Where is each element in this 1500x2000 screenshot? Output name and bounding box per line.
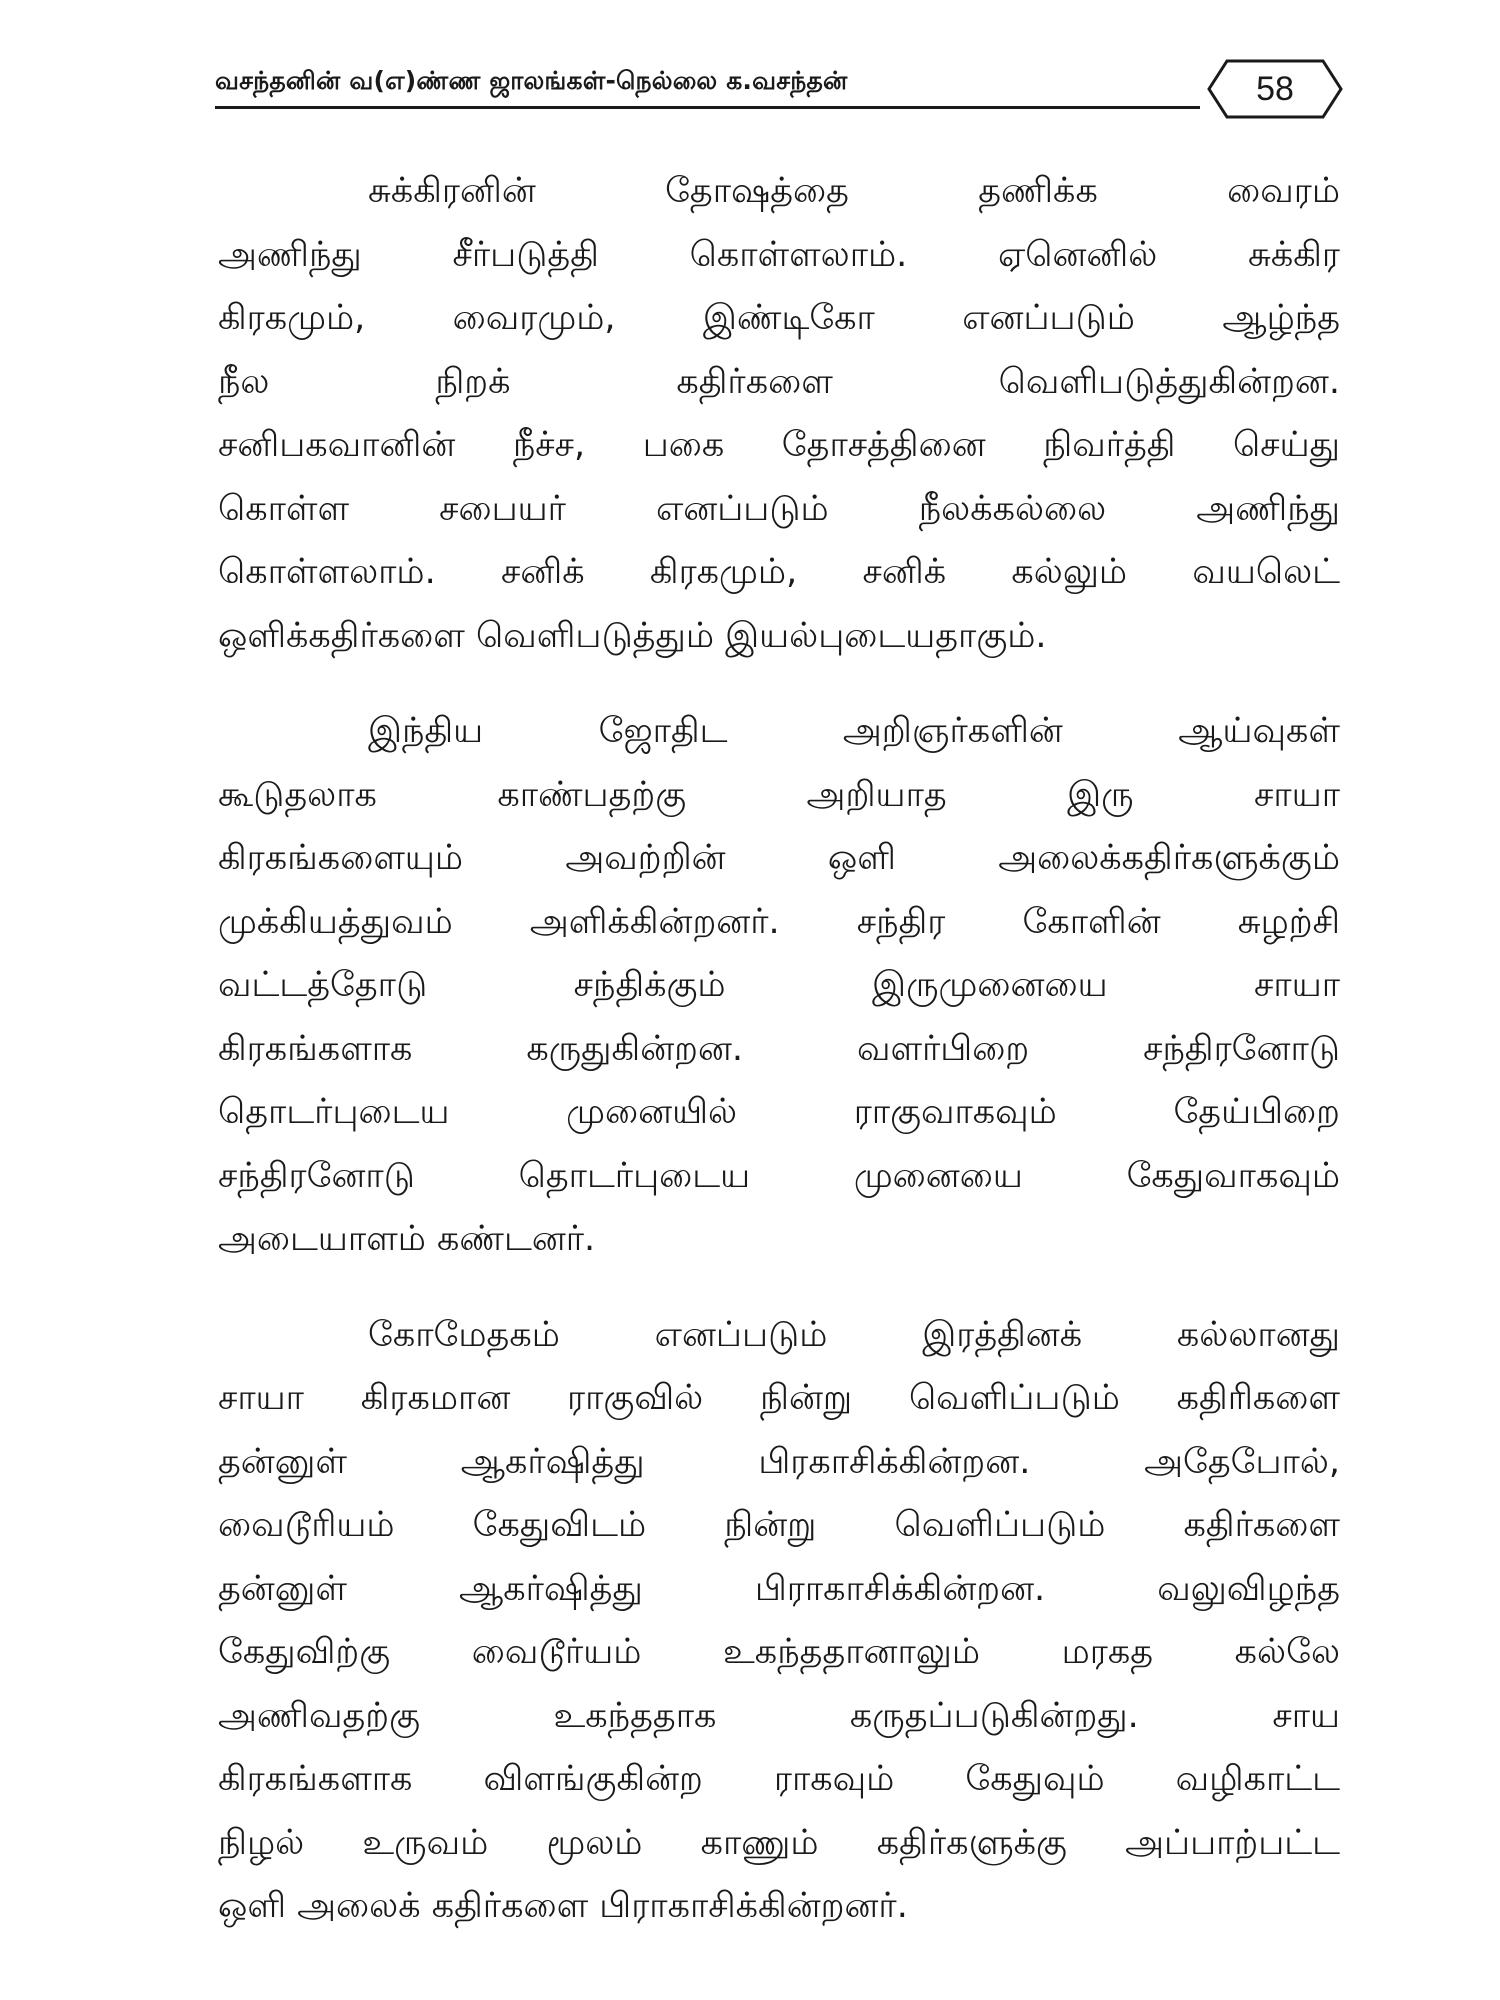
text-line: வைடூரியம் கேதுவிடம் நின்று வெளிப்படும் கதிர்களை — [218, 1505, 1340, 1545]
text-line: கொள்ளலாம். சனிக் கிரகமும், சனிக் கல்லும் வயலெட் — [218, 552, 1340, 592]
text-line: முக்கியத்துவம் அளிக்கின்றனர். சந்திர கோளின் சுழற்சி — [218, 901, 1340, 942]
text-line: அடையாளம் கண்டனர். — [218, 1219, 596, 1259]
text-line: கிரகங்களையும் அவற்றின் ஒளி அலைக்கதிர்களுக்கும் — [218, 838, 1340, 878]
text-line: கோமேதகம் எனப்படும் இரத்தினக் கல்லானது — [368, 1314, 1340, 1355]
text-line: சுக்கிரனின் தோஷத்தை தணிக்க வைரம் — [368, 171, 1340, 211]
paragraph-3 — [218, 1304, 1340, 1939]
text-line: சனிபகவானின் நீச்ச, பகை தோசத்தினை நிவர்த்தி செய்து — [218, 425, 1340, 465]
header-rule — [215, 106, 1200, 109]
text-line: இந்திய ஜோதிட அறிஞர்களின் ஆய்வுகள் — [368, 711, 1340, 751]
running-header-title: வசந்தனின் வ(எ)ண்ண ஜாலங்கள்-நெல்லை க.வசந்தன் — [215, 66, 848, 95]
text-line: வட்டத்தோடு சந்திக்கும் இருமுனையை சாயா — [218, 965, 1340, 1005]
text-line: அணிந்து சீர்படுத்தி கொள்ளலாம். ஏனெனில் சுக்கிர — [218, 234, 1340, 275]
running-header — [215, 58, 1345, 128]
body-text — [218, 160, 1340, 1971]
text-line: அணிவதற்கு உகந்ததாக கருதப்படுகின்றது. சாய — [218, 1695, 1340, 1736]
text-line: ஒளி அலைக் கதிர்களை பிராகாசிக்கின்றனர். — [218, 1886, 908, 1926]
text-line: கூடுதலாக காண்பதற்கு அறியாத இரு சாயா — [218, 774, 1340, 815]
paragraph-1 — [218, 160, 1340, 668]
paragraph-2 — [218, 700, 1340, 1272]
text-line: சாயா கிரகமான ராகுவில் நின்று வெளிப்படும் கதிரிகளை — [218, 1378, 1340, 1418]
text-line: தொடர்புடைய முனையில் ராகுவாகவும் தேய்பிறை — [218, 1092, 1340, 1132]
text-line: கிரகங்களாக விளங்குகின்ற ராகவும் கேதுவும் வழிகாட்ட — [218, 1759, 1340, 1799]
text-line: கிரகங்களாக கருதுகின்றன. வளர்பிறை சந்திரனோடு — [218, 1028, 1340, 1069]
page-number-badge — [1205, 58, 1345, 120]
text-line: நீல நிறக் கதிர்களை வெளிபடுத்துகின்றன. — [218, 361, 1340, 402]
text-line: ஒளிக்கதிர்களை வெளிபடுத்தும் இயல்புடையதாகும். — [218, 615, 1047, 656]
text-line: தன்னுள் ஆகர்ஷித்து பிராகாசிக்கின்றன. வலுவிழந்த — [218, 1568, 1340, 1609]
text-line: நிழல் உருவம் மூலம் காணும் கதிர்களுக்கு அப்பாற்பட்ட — [218, 1822, 1340, 1863]
text-line: கொள்ள சபையர் எனப்படும் நீலக்கல்லை அணிந்து — [218, 488, 1340, 529]
text-line: கேதுவிற்கு வைடூர்யம் உகந்ததானாலும் மரகத கல்லே — [218, 1632, 1340, 1672]
text-line: கிரகமும், வைரமும், இண்டிகோ எனப்படும் ஆழ்ந்த — [218, 298, 1340, 338]
text-line: சந்திரனோடு தொடர்புடைய முனையை கேதுவாகவும் — [218, 1155, 1340, 1196]
text-line: தன்னுள் ஆகர்ஷித்து பிரகாசிக்கின்றன. அதேபோல், — [218, 1441, 1340, 1482]
page-number: 58 — [1256, 70, 1294, 108]
